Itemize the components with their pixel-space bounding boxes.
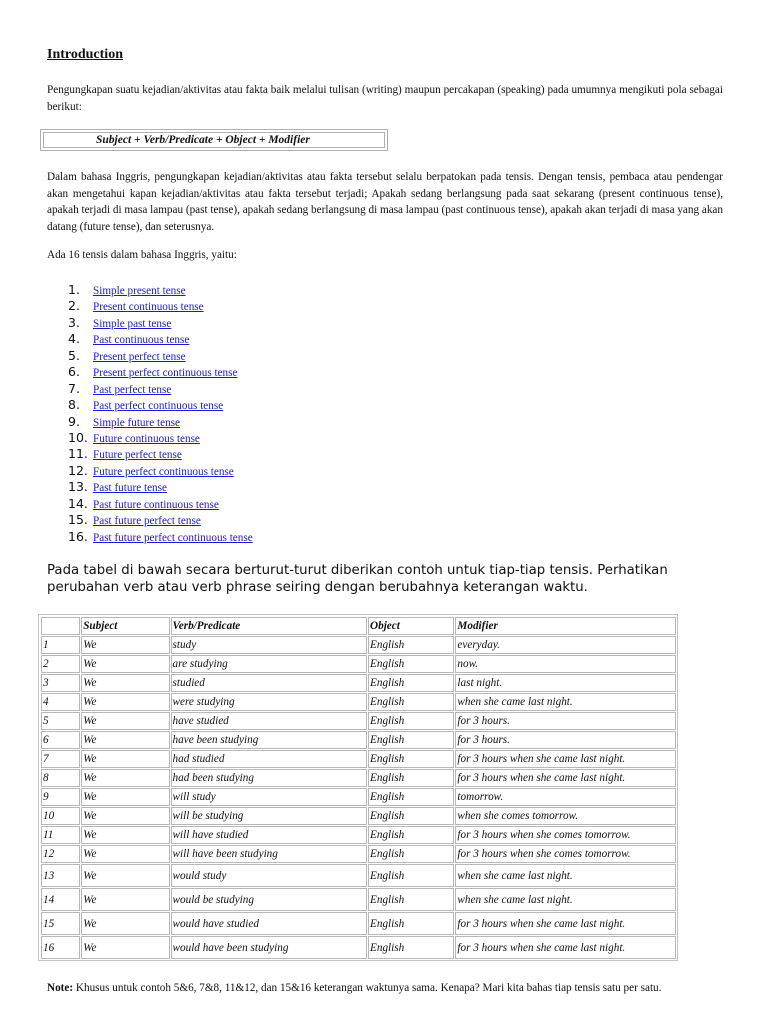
list-item-number: 6.	[68, 364, 80, 380]
verb-cell: will study	[171, 788, 367, 806]
subject-cell: We	[81, 807, 169, 825]
tense-link[interactable]: Past continuous tense	[93, 334, 190, 347]
tense-list	[68, 281, 253, 544]
tense-link[interactable]: Present perfect tense	[93, 350, 186, 363]
verb-cell: would have been studying	[171, 936, 367, 959]
list-item	[68, 528, 253, 544]
row-number: 6	[41, 731, 80, 749]
tense-link[interactable]: Simple future tense	[93, 416, 180, 429]
verb-cell: studied	[171, 674, 367, 692]
verb-cell: would be studying	[171, 888, 367, 911]
subject-cell: We	[81, 864, 169, 887]
tense-link[interactable]: Future perfect continuous tense	[93, 465, 234, 478]
subject-cell: We	[81, 655, 169, 673]
note-label: Note:	[47, 982, 74, 994]
note-text: Khusus untuk contoh 5&6, 7&8, 11&12, dan 15&16 keterangan waktunya sama. Kenapa? Mari kita bahas tiap tensis satu per satu.	[73, 982, 662, 994]
tense-link[interactable]: Simple present tense	[93, 285, 186, 297]
list-item	[68, 445, 253, 461]
row-number: 4	[41, 693, 80, 711]
modifier-cell: now.	[455, 655, 676, 673]
list-item-number: 15.	[68, 512, 88, 528]
formula-text: Subject + Verb/Predicate + Object + Modifier	[43, 132, 385, 148]
verb-cell: study	[171, 636, 367, 654]
list-item-number: 1.	[68, 282, 80, 297]
intro-paragraph: Pengungkapan suatu kejadian/aktivitas atau fakta baik melalui tulisan (writing) maupun percakapan (speaking) pada umumnya mengikuti pola sebagai berikut:	[47, 84, 723, 113]
table-row	[41, 769, 676, 787]
list-item	[68, 478, 253, 494]
list-item	[68, 281, 253, 297]
row-number: 15	[41, 912, 80, 935]
list-intro: Ada 16 tensis dalam bahasa Inggris, yaitu:	[47, 249, 237, 261]
row-number: 1	[41, 636, 80, 654]
row-number: 7	[41, 750, 80, 768]
list-item-number: 5.	[68, 347, 80, 363]
tense-link[interactable]: Future perfect tense	[93, 449, 182, 462]
object-cell: English	[368, 712, 454, 730]
subject-cell: We	[81, 731, 169, 749]
object-cell: English	[368, 636, 454, 654]
subject-cell: We	[81, 912, 169, 935]
tense-link[interactable]: Past future perfect tense	[93, 515, 201, 528]
object-cell: English	[368, 674, 454, 692]
list-item-number: 8.	[68, 397, 80, 413]
object-cell: English	[368, 912, 454, 935]
table-row	[41, 826, 676, 844]
row-number: 10	[41, 807, 80, 825]
list-item	[68, 396, 253, 412]
list-item	[68, 363, 253, 379]
table-header-row	[41, 617, 676, 635]
modifier-cell: for 3 hours.	[455, 731, 676, 749]
list-item-number: 16.	[68, 528, 88, 544]
table-intro: Pada tabel di bawah secara berturut-turut diberikan contoh untuk tiap-tiap tensis. Perhatikan perubahan verb atau verb phrase seiring dengan berubahnya keterangan waktu.	[47, 563, 668, 595]
verb-cell: will have studied	[171, 826, 367, 844]
object-cell: English	[368, 888, 454, 911]
modifier-cell: when she came last night.	[455, 864, 676, 887]
tense-link[interactable]: Simple past tense	[93, 317, 172, 330]
table-body	[41, 636, 676, 959]
list-item-number: 3.	[68, 314, 80, 330]
row-number: 2	[41, 655, 80, 673]
modifier-cell: everyday.	[455, 636, 676, 654]
subject-cell: We	[81, 845, 169, 863]
tense-link[interactable]: Past future perfect continuous tense	[93, 531, 253, 544]
list-item	[68, 314, 253, 330]
row-number: 14	[41, 888, 80, 911]
object-cell: English	[368, 655, 454, 673]
table-row	[41, 888, 676, 911]
row-number: 9	[41, 788, 80, 806]
modifier-cell: when she came last night.	[455, 693, 676, 711]
list-item	[68, 347, 253, 363]
subject-cell: We	[81, 936, 169, 959]
object-cell: English	[368, 750, 454, 768]
row-number: 12	[41, 845, 80, 863]
tense-link[interactable]: Past perfect continuous tense	[93, 400, 224, 413]
list-item-number: 12.	[68, 462, 88, 478]
modifier-cell: for 3 hours when she comes tomorrow.	[455, 845, 676, 863]
row-number: 8	[41, 769, 80, 787]
tense-link[interactable]: Present perfect continuous tense	[93, 367, 238, 380]
list-item	[68, 462, 253, 478]
table-row	[41, 674, 676, 692]
row-number: 3	[41, 674, 80, 692]
list-item-number: 9.	[68, 413, 80, 429]
tense-link[interactable]: Past future continuous tense	[93, 498, 219, 511]
object-cell: English	[368, 693, 454, 711]
verb-cell: had been studying	[171, 769, 367, 787]
formula-box	[40, 129, 388, 151]
list-item-number: 4.	[68, 331, 80, 347]
modifier-cell: for 3 hours when she came last night.	[455, 912, 676, 935]
modifier-cell: when she came last night.	[455, 888, 676, 911]
list-item	[68, 380, 253, 396]
modifier-cell: last night.	[455, 674, 676, 692]
header-modifier: Modifier	[455, 617, 676, 635]
list-item	[68, 330, 253, 346]
table-row	[41, 912, 676, 935]
subject-cell: We	[81, 788, 169, 806]
list-item	[68, 297, 253, 313]
subject-cell: We	[81, 888, 169, 911]
object-cell: English	[368, 788, 454, 806]
table-row	[41, 731, 676, 749]
modifier-cell: for 3 hours when she came last night.	[455, 750, 676, 768]
verb-cell: will have been studying	[171, 845, 367, 863]
verb-cell: were studying	[171, 693, 367, 711]
object-cell: English	[368, 769, 454, 787]
tense-link[interactable]: Future continuous tense	[93, 432, 200, 445]
page-title: Introduction	[47, 47, 123, 62]
header-object: Object	[368, 617, 454, 635]
tense-link[interactable]: Past perfect tense	[93, 383, 172, 396]
table-row	[41, 807, 676, 825]
verb-cell: would have studied	[171, 912, 367, 935]
examples-table-frame	[38, 614, 678, 961]
list-item-number: 14.	[68, 495, 88, 511]
header-verb: Verb/Predicate	[171, 617, 367, 635]
verb-cell: would study	[171, 864, 367, 887]
table-row	[41, 788, 676, 806]
list-item-number: 13.	[68, 479, 88, 495]
row-number: 16	[41, 936, 80, 959]
tense-paragraph: Dalam bahasa Inggris, pengungkapan kejadian/aktivitas atau fakta tersebut selalu berpatokan pada tensis. Dengan tensis, pembaca atau pendengar akan mengetahui kapan kejadian/aktivitas atau fakta tersebut terjadi; Apakah sedang berlangsung pada saat sekarang (present continuous tense), apakah terjadi di masa lampau (past tense), apakah sedang berlangsung di masa lampau (past continuous tense), apakah akan terjadi di masa yang akan datang (future tense), dan seterusnya.	[47, 171, 723, 233]
table-row	[41, 636, 676, 654]
object-cell: English	[368, 845, 454, 863]
verb-cell: are studying	[171, 655, 367, 673]
list-item	[68, 413, 253, 429]
object-cell: English	[368, 731, 454, 749]
verb-cell: have been studying	[171, 731, 367, 749]
examples-table	[40, 616, 677, 960]
modifier-cell: for 3 hours when she came last night.	[455, 936, 676, 959]
modifier-cell: for 3 hours when she comes tomorrow.	[455, 826, 676, 844]
subject-cell: We	[81, 769, 169, 787]
modifier-cell: for 3 hours.	[455, 712, 676, 730]
subject-cell: We	[81, 636, 169, 654]
header-number	[41, 617, 80, 635]
verb-cell: have studied	[171, 712, 367, 730]
list-item	[68, 495, 253, 511]
object-cell: English	[368, 936, 454, 959]
modifier-cell: for 3 hours when she came last night.	[455, 769, 676, 787]
subject-cell: We	[81, 693, 169, 711]
subject-cell: We	[81, 750, 169, 768]
list-item	[68, 511, 253, 527]
tense-link[interactable]: Present continuous tense	[93, 301, 204, 314]
modifier-cell: when she comes tomorrow.	[455, 807, 676, 825]
subject-cell: We	[81, 674, 169, 692]
row-number: 13	[41, 864, 80, 887]
header-subject: Subject	[81, 617, 169, 635]
table-row	[41, 845, 676, 863]
table-row	[41, 864, 676, 887]
verb-cell: will be studying	[171, 807, 367, 825]
object-cell: English	[368, 807, 454, 825]
object-cell: English	[368, 826, 454, 844]
table-row	[41, 750, 676, 768]
subject-cell: We	[81, 826, 169, 844]
list-item-number: 7.	[68, 380, 80, 396]
table-row	[41, 936, 676, 959]
tense-link[interactable]: Past future tense	[93, 482, 167, 495]
row-number: 11	[41, 826, 80, 844]
verb-cell: had studied	[171, 750, 367, 768]
object-cell: English	[368, 864, 454, 887]
list-item-number: 10.	[68, 429, 88, 445]
row-number: 5	[41, 712, 80, 730]
table-row	[41, 693, 676, 711]
list-item	[68, 429, 253, 445]
subject-cell: We	[81, 712, 169, 730]
table-row	[41, 712, 676, 730]
modifier-cell: tomorrow.	[455, 788, 676, 806]
list-item-number: 2.	[68, 298, 80, 314]
note-paragraph	[47, 980, 723, 996]
list-item-number: 11.	[68, 446, 88, 462]
table-row	[41, 655, 676, 673]
